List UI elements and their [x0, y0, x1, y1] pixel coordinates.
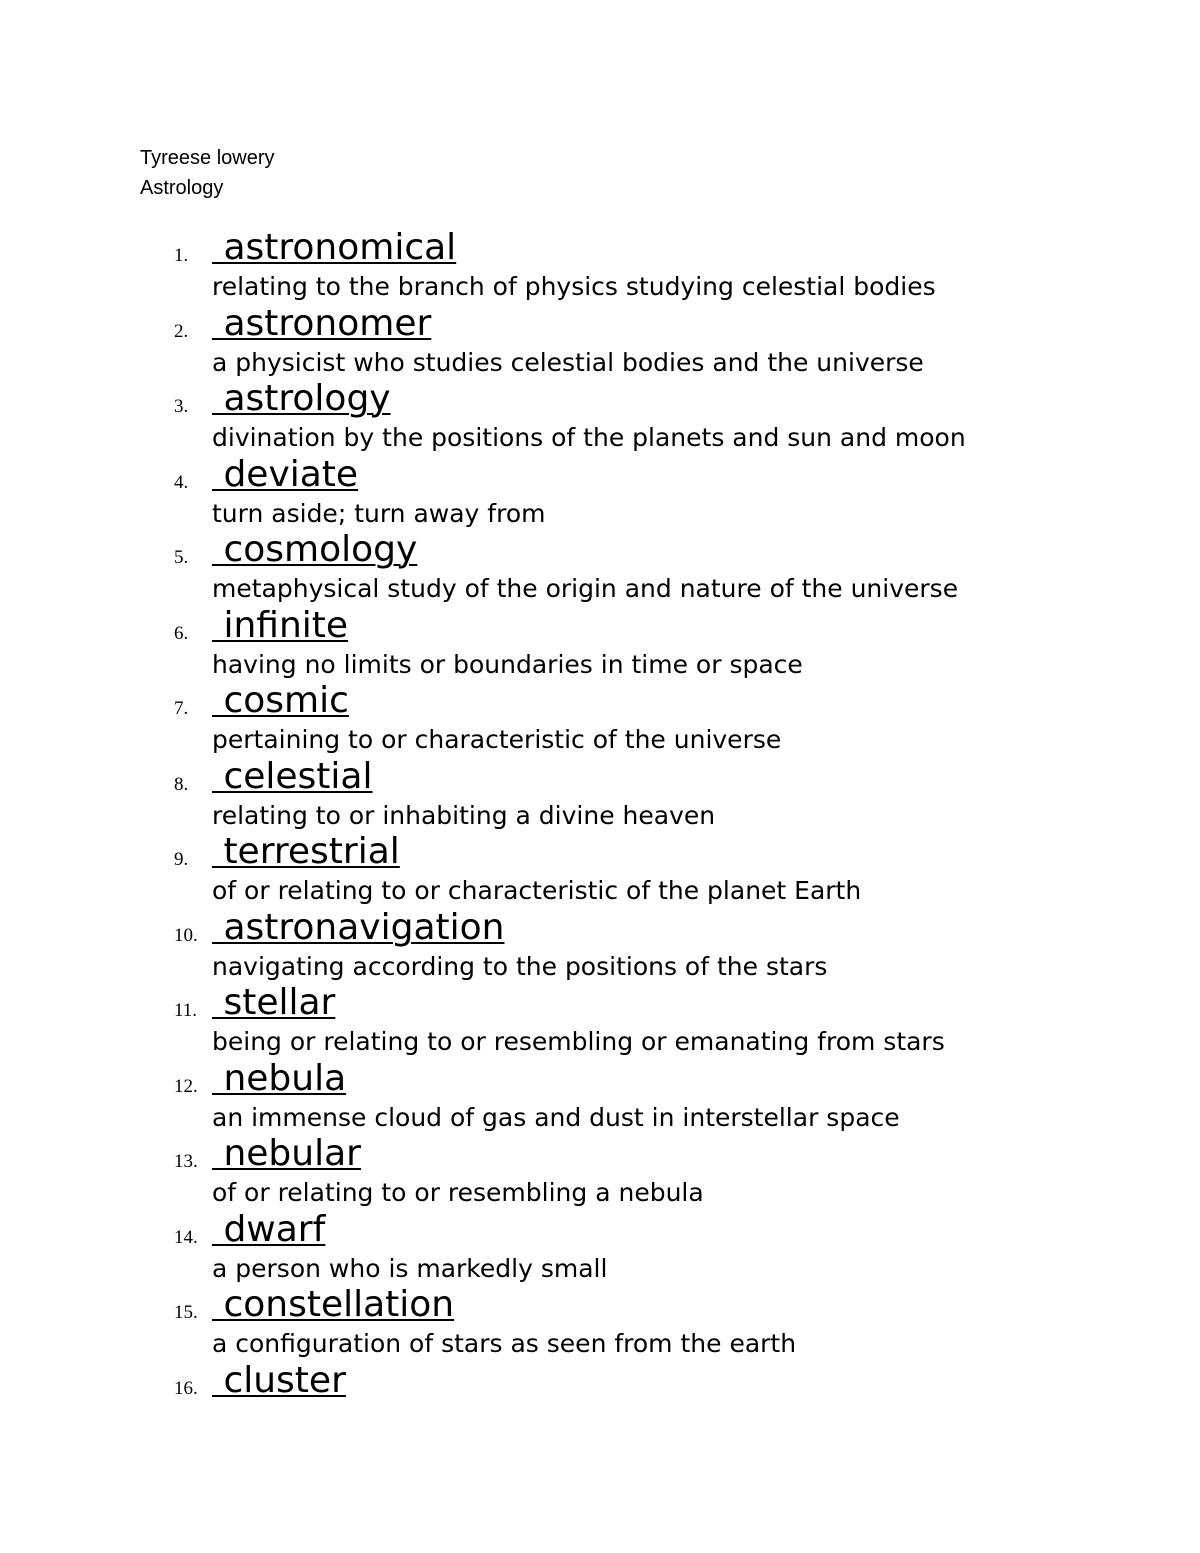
- entry-number: 3.: [174, 396, 189, 417]
- entry-number: 11.: [174, 1000, 198, 1021]
- vocab-entry-11: [0, 981, 1200, 1057]
- vocab-term: constellation: [212, 1284, 455, 1325]
- vocab-term: dwarf: [212, 1208, 326, 1250]
- vocab-definition: pertaining to or characteristic of the universe: [212, 725, 782, 754]
- student-name: Tyreese lowery: [140, 147, 275, 169]
- entry-number: 15.: [174, 1302, 198, 1323]
- entry-number: 1.: [174, 245, 189, 266]
- entry-number: 12.: [174, 1075, 198, 1097]
- vocab-entry-2: [0, 302, 1200, 378]
- entry-number: 2.: [174, 320, 189, 342]
- vocab-entry-10: [0, 906, 1200, 982]
- vocab-definition: a person who is markedly small: [212, 1253, 608, 1283]
- vocab-definition: a physicist who studies celestial bodies and the universe: [212, 347, 924, 377]
- vocab-definition: of or relating to or characteristic of the planet Earth: [212, 876, 862, 905]
- vocab-entry-14: [0, 1208, 1200, 1284]
- vocab-definition: of or relating to or resembling a nebula: [212, 1178, 704, 1207]
- vocab-term: nebular: [212, 1133, 361, 1174]
- vocab-term: terrestrial: [212, 831, 400, 872]
- vocab-term: deviate: [212, 453, 359, 495]
- vocab-entry-12: [0, 1057, 1200, 1133]
- vocab-entry-8: [0, 755, 1200, 831]
- vocab-definition: having no limits or boundaries in time or space: [212, 649, 803, 679]
- subject-title: Astrology: [140, 177, 224, 199]
- document-header: [140, 143, 275, 203]
- entry-number: 13.: [174, 1151, 198, 1172]
- vocab-term: astrology: [212, 378, 391, 419]
- vocab-entry-4: [0, 453, 1200, 529]
- entry-number: 4.: [174, 471, 189, 493]
- vocab-term: astronavigation: [212, 906, 505, 948]
- vocab-entry-16: [0, 1359, 1200, 1435]
- vocab-entry-5: [0, 528, 1200, 604]
- entry-number: 16.: [174, 1377, 198, 1399]
- vocab-term: cosmic: [212, 680, 349, 721]
- vocab-definition: metaphysical study of the origin and nature of the universe: [212, 574, 959, 603]
- vocab-definition: relating to the branch of physics studying celestial bodies: [212, 272, 936, 301]
- vocab-entry-3: [0, 377, 1200, 453]
- vocab-entry-13: [0, 1132, 1200, 1208]
- entry-number: 9.: [174, 849, 189, 870]
- vocab-definition: an immense cloud of gas and dust in interstellar space: [212, 1102, 900, 1132]
- vocab-entry-9: [0, 830, 1200, 906]
- entry-number: 8.: [174, 773, 189, 795]
- entry-number: 5.: [174, 547, 189, 568]
- vocab-term: celestial: [212, 755, 373, 797]
- vocab-term: cluster: [212, 1359, 346, 1401]
- vocab-entry-1: [0, 226, 1200, 302]
- vocab-entry-7: [0, 679, 1200, 755]
- vocab-entry-15: [0, 1283, 1200, 1359]
- vocab-term: astronomer: [212, 302, 432, 344]
- vocab-term: astronomical: [212, 227, 457, 268]
- vocab-definition: turn aside; turn away from: [212, 498, 546, 528]
- vocabulary-list: [0, 226, 1200, 1434]
- vocab-term: stellar: [212, 982, 336, 1023]
- entry-number: 7.: [174, 698, 189, 719]
- vocab-entry-6: [0, 604, 1200, 680]
- vocab-definition: divination by the positions of the planets and sun and moon: [212, 423, 966, 452]
- vocab-term: infinite: [212, 604, 349, 646]
- entry-number: 6.: [174, 622, 189, 644]
- vocab-definition: navigating according to the positions of the stars: [212, 951, 828, 981]
- vocab-definition: relating to or inhabiting a divine heaven: [212, 800, 716, 830]
- entry-number: 10.: [174, 924, 198, 946]
- vocab-term: cosmology: [212, 529, 418, 570]
- vocab-term: nebula: [212, 1057, 347, 1099]
- entry-number: 14.: [174, 1226, 198, 1248]
- vocab-definition: a configuration of stars as seen from the earth: [212, 1329, 797, 1358]
- vocab-definition: being or relating to or resembling or emanating from stars: [212, 1027, 945, 1056]
